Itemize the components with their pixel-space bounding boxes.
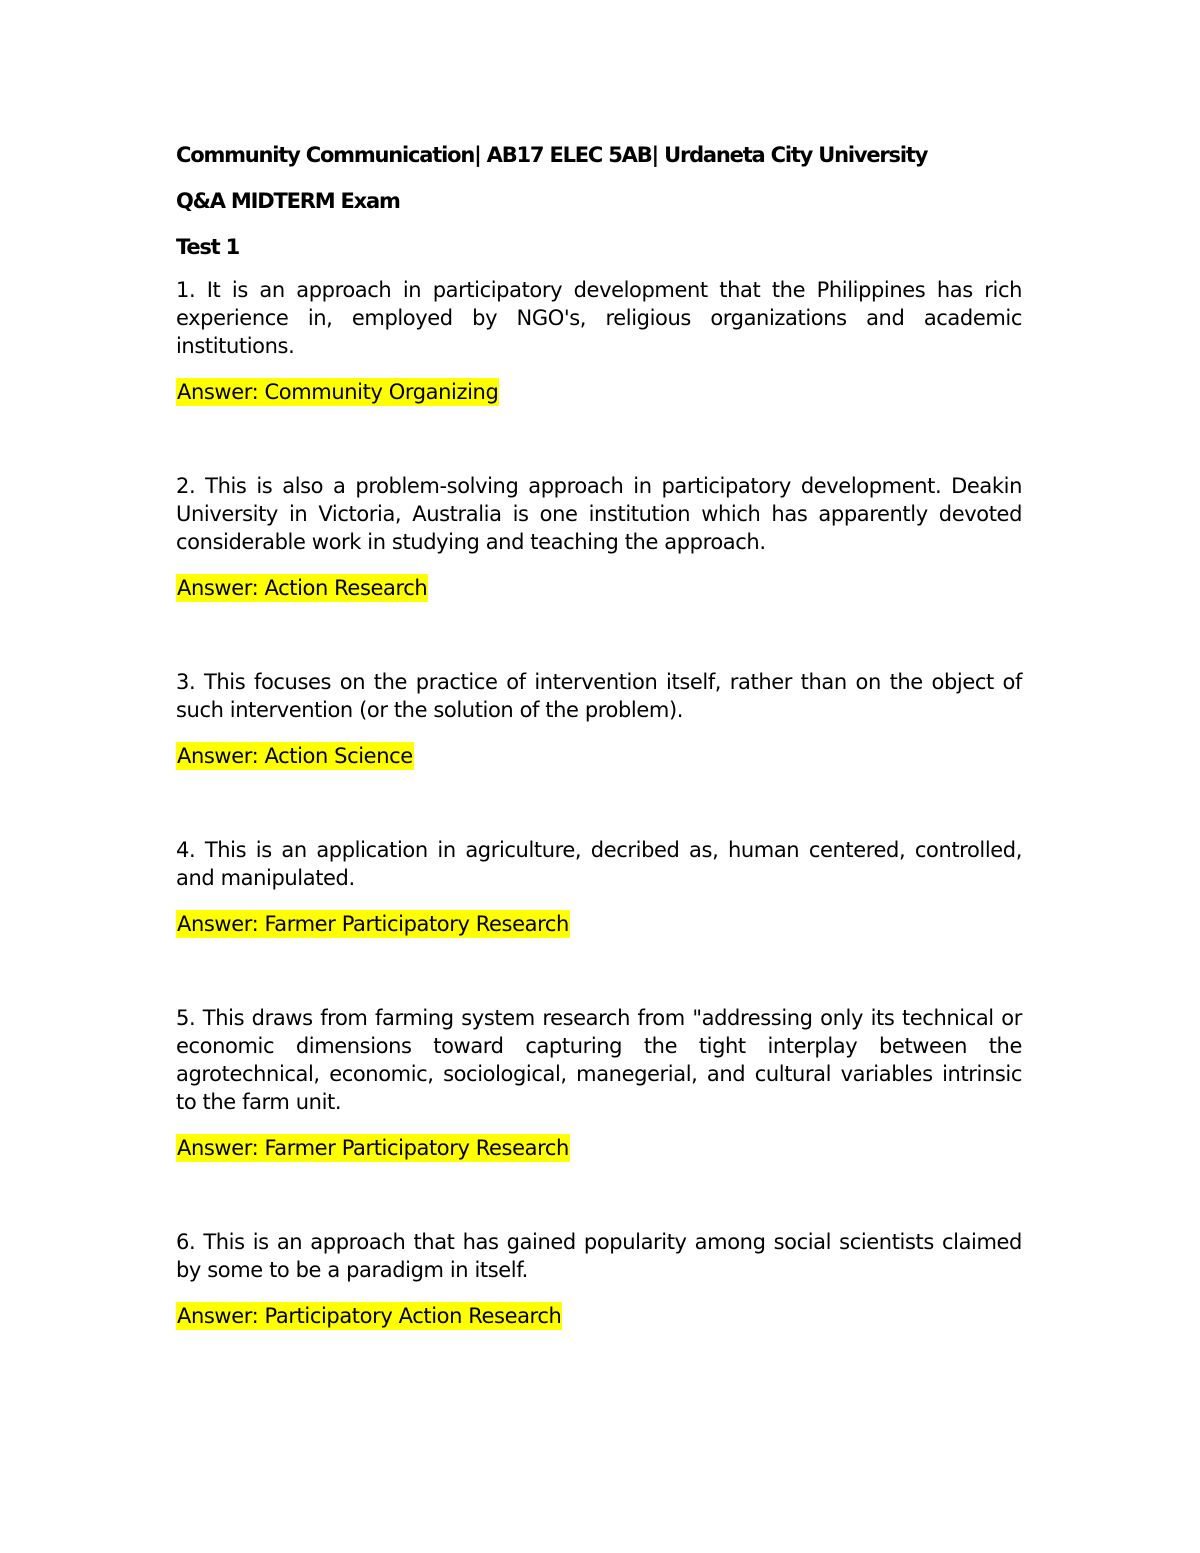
question-text: 1. It is an approach in participatory development that the Philippines has rich experience in, employed by NGO's, religious organizations and academic institutions. xyxy=(176,278,1022,358)
exam-subtitle: Q&A MIDTERM Exam xyxy=(176,189,400,213)
question-text: 4. This is an application in agriculture, decribed as, human centered, controlled, and manipulated. xyxy=(176,838,1022,890)
question-text: 6. This is an approach that has gained popularity among social scientists claimed by some to be a paradigm in itself. xyxy=(176,1230,1022,1282)
section-heading: Test 1 xyxy=(176,235,240,259)
document-page xyxy=(176,140,1022,1330)
question-block-4 xyxy=(176,836,1022,938)
answer-highlight: Answer: Action Science xyxy=(177,744,413,768)
answer-highlight: Answer: Action Research xyxy=(177,576,428,600)
question-block-1 xyxy=(176,276,1022,406)
question-text: 2. This is also a problem-solving approach in participatory development. Deakin University in Victoria, Australia is one institution which has apparently devoted considerable work in studying and teaching the approach. xyxy=(176,474,1022,554)
question-block-2 xyxy=(176,472,1022,602)
answer-highlight: Answer: Participatory Action Research xyxy=(177,1304,562,1328)
question-block-3 xyxy=(176,668,1022,770)
document-title: Community Communication| AB17 ELEC 5AB| Urdaneta City University xyxy=(176,143,928,167)
question-text: 3. This focuses on the practice of intervention itself, rather than on the object of such intervention (or the solution of the problem). xyxy=(176,670,1022,722)
question-text: 5. This draws from farming system research from "addressing only its technical or economic dimensions toward capturing the tight interplay between the agrotechnical, economic, sociological, manegerial, and cultural variables intrinsic to the farm unit. xyxy=(176,1006,1022,1114)
answer-highlight: Answer: Community Organizing xyxy=(177,380,499,404)
answer-highlight: Answer: Farmer Participatory Research xyxy=(177,912,569,936)
question-block-5 xyxy=(176,1004,1022,1162)
question-block-6 xyxy=(176,1228,1022,1330)
answer-highlight: Answer: Farmer Participatory Research xyxy=(177,1136,569,1160)
